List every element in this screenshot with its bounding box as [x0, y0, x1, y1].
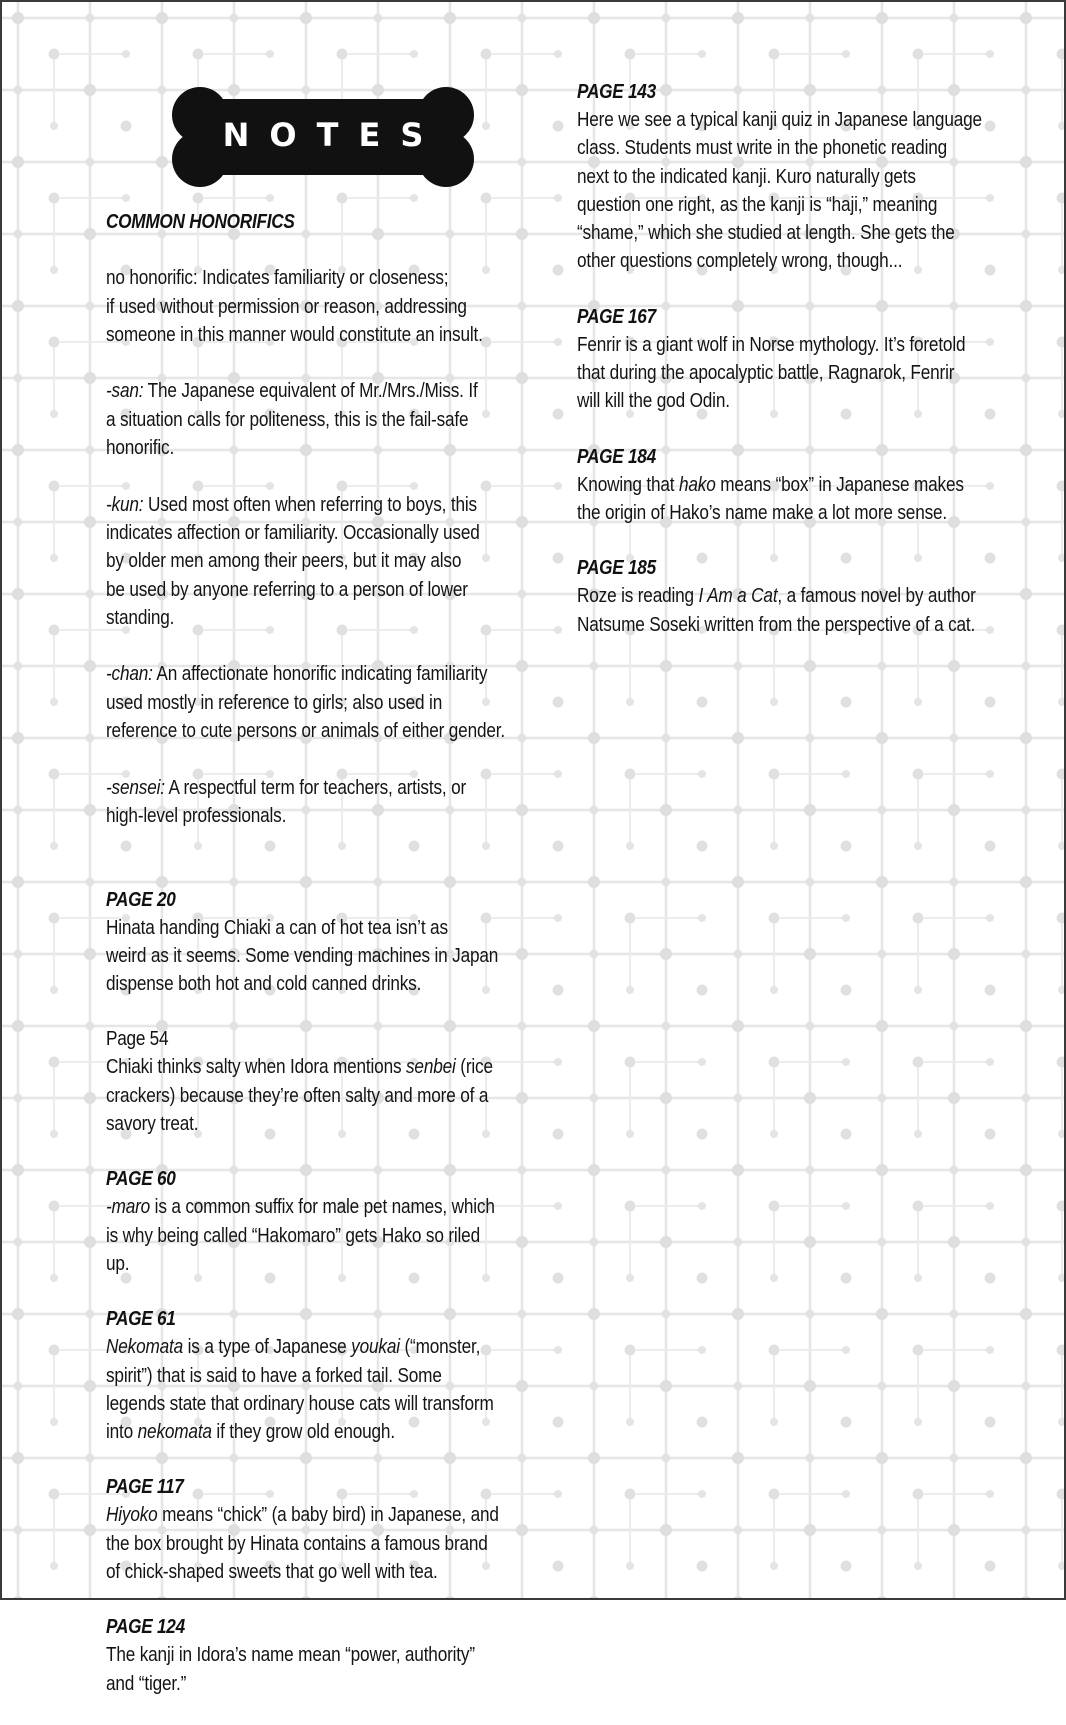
honorific-entry — [106, 491, 545, 632]
note-page-167 — [577, 303, 1027, 416]
note-page-124 — [106, 1613, 546, 1698]
note-body: The kanji in Idora’s name mean “power, authority” and “tiger.” — [106, 1644, 475, 1695]
honorific-text: A respectful term for teachers, artists, or high-level professionals. — [106, 776, 467, 827]
note-term: -maro — [106, 1196, 151, 1219]
note-text: Chiaki thinks salty when Idora mentions — [106, 1056, 407, 1079]
note-heading: Page 54 — [106, 1028, 169, 1051]
honorific-text: The Japanese equivalent of Mr./Mrs./Miss. If a situation calls for politeness, this is the fail-safe honorific. — [106, 380, 478, 460]
honorific-entry — [106, 660, 545, 745]
left-column — [106, 208, 546, 1725]
note-term: nekomata — [137, 1421, 212, 1444]
note-body: Hinata handing Chiaki a can of hot tea isn’t as weird as it seems. Some vending machines in Japan dispense both hot and cold canned drinks. — [106, 916, 499, 996]
note-text: Knowing that — [577, 473, 679, 496]
honorific-text: Used most often when referring to boys, this indicates affection or familiarity. Occasionally used by older men among their peers, but it may also be used by anyone referring to a person of lower standing. — [106, 493, 480, 629]
honorific-term: -chan: — [106, 663, 153, 686]
note-term: senbei — [406, 1056, 456, 1079]
page-title: NOTES — [222, 116, 444, 154]
honorifics-body — [106, 236, 545, 859]
note-text: means “box” in Japanese makes the origin of Hako’s name make a lot more sense. — [577, 473, 964, 524]
note-text: (“monster, spirit”) that is said to have a forked tail. Some legends state that ordinary house cats will transform into — [106, 1336, 494, 1444]
note-heading: PAGE 117 — [106, 1476, 184, 1499]
note-text: is a type of Japanese — [183, 1336, 352, 1359]
note-heading: PAGE 185 — [577, 557, 656, 580]
note-text: Roze is reading — [577, 585, 699, 608]
note-body — [106, 1501, 545, 1586]
honorific-term: -kun: — [106, 493, 144, 516]
honorifics-heading: COMMON HONORIFICS — [106, 211, 295, 233]
note-body — [106, 1053, 545, 1138]
honorific-entry — [106, 264, 545, 349]
note-page-143 — [577, 78, 1027, 276]
note-term: Hiyoko — [106, 1504, 158, 1527]
note-body — [577, 471, 1026, 528]
note-body: Fenrir is a giant wolf in Norse mythology. It’s foretold that during the apocalyptic battle, Ragnarok, Fenrir will kill the god Odin. — [577, 333, 966, 413]
honorific-term: -san: — [106, 380, 144, 403]
note-page-60 — [106, 1165, 546, 1278]
note-text: is a common suffix for male pet names, which is why being called “Hakomaro” gets Hako so riled up. — [106, 1196, 495, 1275]
note-heading: PAGE 61 — [106, 1308, 176, 1331]
note-term: youkai — [351, 1336, 400, 1359]
note-page-185 — [577, 554, 1027, 639]
note-page-54 — [106, 1025, 546, 1138]
note-heading: PAGE 124 — [106, 1616, 185, 1639]
note-page-117 — [106, 1473, 546, 1586]
note-term: Nekomata — [106, 1336, 184, 1359]
note-text: means “chick” (a baby bird) in Japanese, and the box brought by Hinata contains a famous brand of chick-shaped sweets that go well with tea. — [106, 1504, 499, 1583]
note-text: if they grow old enough. — [211, 1421, 395, 1444]
note-page-184 — [577, 443, 1027, 528]
note-heading: PAGE 184 — [577, 445, 656, 468]
note-body — [106, 1193, 545, 1278]
note-body — [577, 582, 1026, 639]
honorific-entry — [106, 377, 545, 462]
honorifics-section — [106, 208, 546, 859]
right-column — [577, 78, 1027, 666]
honorific-term: -sensei: — [106, 776, 165, 799]
note-heading: PAGE 60 — [106, 1168, 176, 1191]
note-text: (rice crackers) because they’re often salty and more of a savory treat. — [106, 1056, 493, 1136]
note-heading: PAGE 167 — [577, 305, 656, 328]
note-text: , a famous novel by author Natsume Soseki written from the perspective of a cat. — [577, 585, 976, 636]
honorific-entry — [106, 774, 545, 831]
note-page-20 — [106, 886, 546, 999]
note-page-61 — [106, 1305, 546, 1446]
note-heading: PAGE 20 — [106, 888, 176, 911]
honorific-text: no honorific: Indicates familiarity or closeness; if used without permission or reason, addressing someone in this manner would constitute an insult. — [106, 267, 483, 346]
note-heading: PAGE 143 — [577, 81, 656, 103]
note-body: Here we see a typical kanji quiz in Japanese language class. Students must write in the phonetic reading next to the indicated kanji. Kuro naturally gets question one right, as the kanji is “haji,” meaning “shame,” which she studied at length. She gets the other questions completely wrong, though... — [577, 109, 982, 273]
note-body — [106, 1333, 545, 1446]
note-term: I Am a Cat — [698, 585, 778, 608]
honorific-text: An affectionate honorific indicating familiarity used mostly in reference to girls; also used in reference to cute persons or animals of either gender. — [106, 663, 505, 743]
note-term: hako — [678, 473, 716, 496]
